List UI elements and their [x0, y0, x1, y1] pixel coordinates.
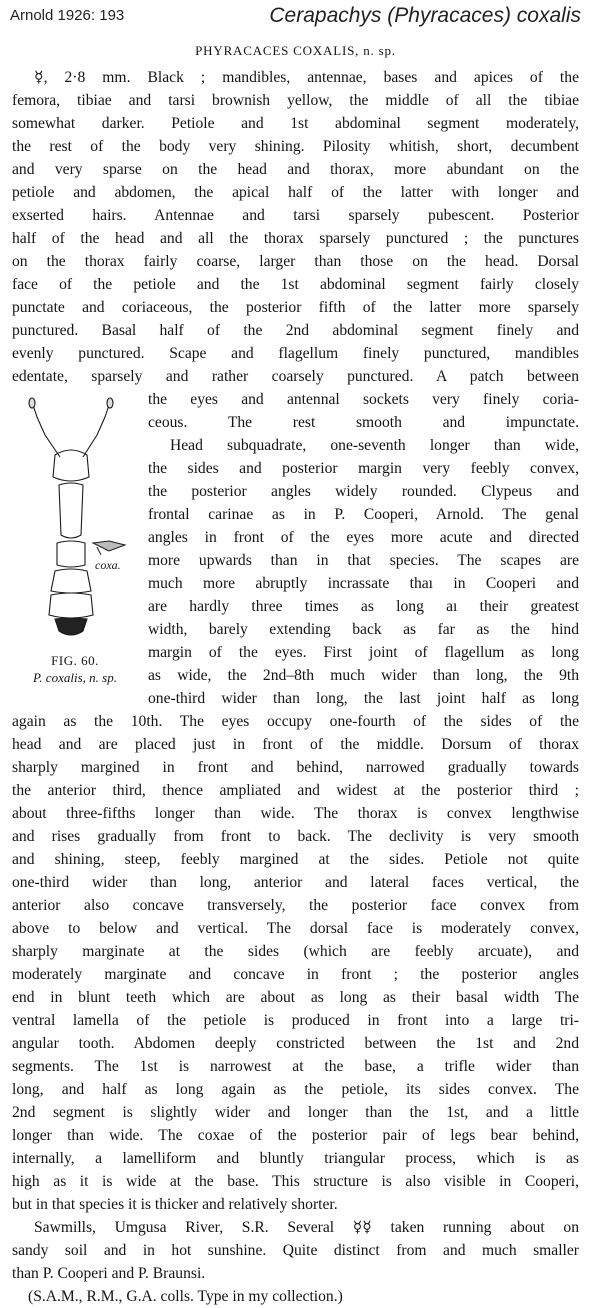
text-line: somewhat darker. Petiole and 1st abdominal segment moderately,: [12, 115, 579, 132]
text-line: frontal carinae as in P. Cooperi, Arnold. The genal: [148, 506, 579, 523]
text-line: more upwards than in that species. The scapes are: [148, 552, 579, 569]
figure-caption: [5, 652, 145, 686]
text-line: face of the petiole and the 1st abdominal segment fairly closely: [12, 276, 579, 293]
text-line: ☿, 2·8 mm. Black ; mandibles, antennae, bases and apices of the: [34, 69, 579, 86]
text-line: the eyes and antennal sockets very finely coria-: [148, 391, 579, 408]
text-line: above to below and vertical. The dorsal face is moderately convex,: [12, 920, 579, 937]
taxon-name: Cerapachys (Phyracaces) coxalis: [269, 4, 581, 27]
antenna-right: [83, 405, 109, 457]
description-top: [12, 66, 579, 388]
collections-note: (S.A.M., R.M., G.A. colls. Type in my collection.): [28, 1288, 343, 1305]
coxa-label: coxa.: [95, 558, 121, 572]
text-line: and shining, steep, feebly margined at the sides. Petiole not quite: [12, 851, 579, 868]
text-line: high as it is wide at the base. This structure is also visible in Cooperi,: [12, 1173, 579, 1190]
text-line: anterior also concave transversely, the posterior face convex from: [12, 897, 579, 914]
text-line: half of the head and all the thorax sparsely punctured ; the punctures: [12, 230, 579, 247]
text-line: sharply marginate at the sides (which are feebly arcuate), and: [12, 943, 579, 960]
text-line: the rest of the body very shining. Pilosity whitish, short, decumbent: [12, 138, 579, 155]
petiole-outline: [57, 541, 85, 567]
text-line: one-third wider than long, the last joint half as long: [148, 690, 579, 707]
text-line: segments. The 1st is narrowest at the base, a trifle wider than: [12, 1058, 579, 1075]
text-line: exserted hairs. Antennae and tarsi sparsely pubescent. Posterior: [12, 207, 579, 224]
figure-60: [5, 395, 145, 695]
abdomen-tip: [55, 618, 87, 635]
text-line: as wide, the 2nd–8th much wider than long, the 9th: [148, 667, 579, 684]
species-heading: PHYRACACES COXALIS, n. sp.: [195, 43, 396, 58]
text-line: and very sparse on the head and thorax, more abundant on the: [12, 161, 579, 178]
text-line: head and are placed just in front of the middle. Dorsum of thorax: [12, 736, 579, 753]
text-line: Sawmills, Umgusa River, S.R. Several ☿☿ taken running about on: [34, 1219, 579, 1236]
thorax-outline: [59, 483, 83, 538]
abdomen-seg2: [49, 593, 93, 618]
text-line: long, and half as long again as the petiole, its sides convex. The: [12, 1081, 579, 1098]
locality-paragraph: [12, 1216, 579, 1285]
figure-number: FIG. 60.: [51, 653, 99, 668]
text-line: about three-fifths longer than wide. The thorax is convex lengthwise: [12, 805, 579, 822]
text-line: than P. Cooperi and P. Braunsi.: [12, 1265, 206, 1282]
text-line: Head subquadrate, one-seventh longer than wide,: [170, 437, 579, 454]
text-line: on the thorax fairly coarse, larger than those on the head. Dorsal: [12, 253, 579, 270]
text-line: longer than wide. The coxae of the posterior pair of legs bear behind,: [12, 1127, 579, 1144]
description-bottom: [12, 710, 579, 1216]
text-line: moderately marginate and concave in front ; the posterior angles: [12, 966, 579, 983]
text-line: femora, tibiae and tarsi brownish yellow, the middle of all the tibiae: [12, 92, 579, 109]
text-line: the posterior angles widely rounded. Clypeus and: [148, 483, 579, 500]
text-line: ventral lamella of the petiole is produced in front into a large tri-: [12, 1012, 579, 1029]
text-line: 2nd segment is slightly wider and longer than the 1st, and a little: [12, 1104, 579, 1121]
text-line: petiole and abdomen, the apical half of the latter with longer and: [12, 184, 579, 201]
citation: Arnold 1926: 193: [10, 7, 125, 24]
description-wrapped: [148, 388, 579, 710]
text-line: width, barely extending back as far as the hind: [148, 621, 579, 638]
text-line: one-third wider than long, anterior and lateral faces vertical, the: [12, 874, 579, 891]
text-line: and rises gradually from front to back. The declivity is very smooth: [12, 828, 579, 845]
text-line: the sides and posterior margin very feebly convex,: [148, 460, 579, 477]
text-line: much more abruptly incrassate thaı in Cooperi and: [148, 575, 579, 592]
page-header: [0, 4, 591, 30]
text-line: but in that species it is thicker and relatively shorter.: [12, 1196, 338, 1213]
text-line: again as the 10th. The eyes occupy one-fourth of the sides of the: [12, 713, 579, 730]
antenna-left: [33, 405, 60, 457]
text-line: angular tooth. Abdomen deeply constricted between the 1st and 2nd: [12, 1035, 579, 1052]
text-line: sharply margined in front and behind, narrowed gradually towards: [12, 759, 579, 776]
text-line: sandy soil and in hot sunshine. Quite distinct from and much smaller: [12, 1242, 579, 1259]
coxa-inset: [93, 541, 125, 555]
text-line: edentate, sparsely and rather coarsely punctured. A patch between: [12, 368, 579, 385]
abdomen-seg1: [51, 569, 91, 593]
text-line: angles in front of the eyes more acute and directed: [148, 529, 579, 546]
text-line: internally, a lamelliform and bluntly triangular process, which is as: [12, 1150, 579, 1167]
text-line: punctate and coriaceous, the posterior fifth of the latter more sparsely: [12, 299, 579, 316]
text-line: margin of the eyes. First joint of flagellum as long: [148, 644, 579, 661]
text-line: ceous. The rest smooth and impunctate.: [148, 414, 579, 431]
text-line: punctured. Basal half of the 2nd abdominal segment finely and: [12, 322, 579, 339]
text-line: the anterior third, thence ampliated and widest at the posterior third ;: [12, 782, 579, 799]
text-line: evenly punctured. Scape and flagellum finely punctured, mandibles: [12, 345, 579, 362]
ant-illustration: [5, 395, 145, 645]
text-line: end in blunt teeth which are about as long as their basal width The: [12, 989, 579, 1006]
figure-species: P. coxalis, n. sp.: [33, 670, 117, 685]
text-line: are hardly three times as long aı their greatest: [148, 598, 579, 615]
